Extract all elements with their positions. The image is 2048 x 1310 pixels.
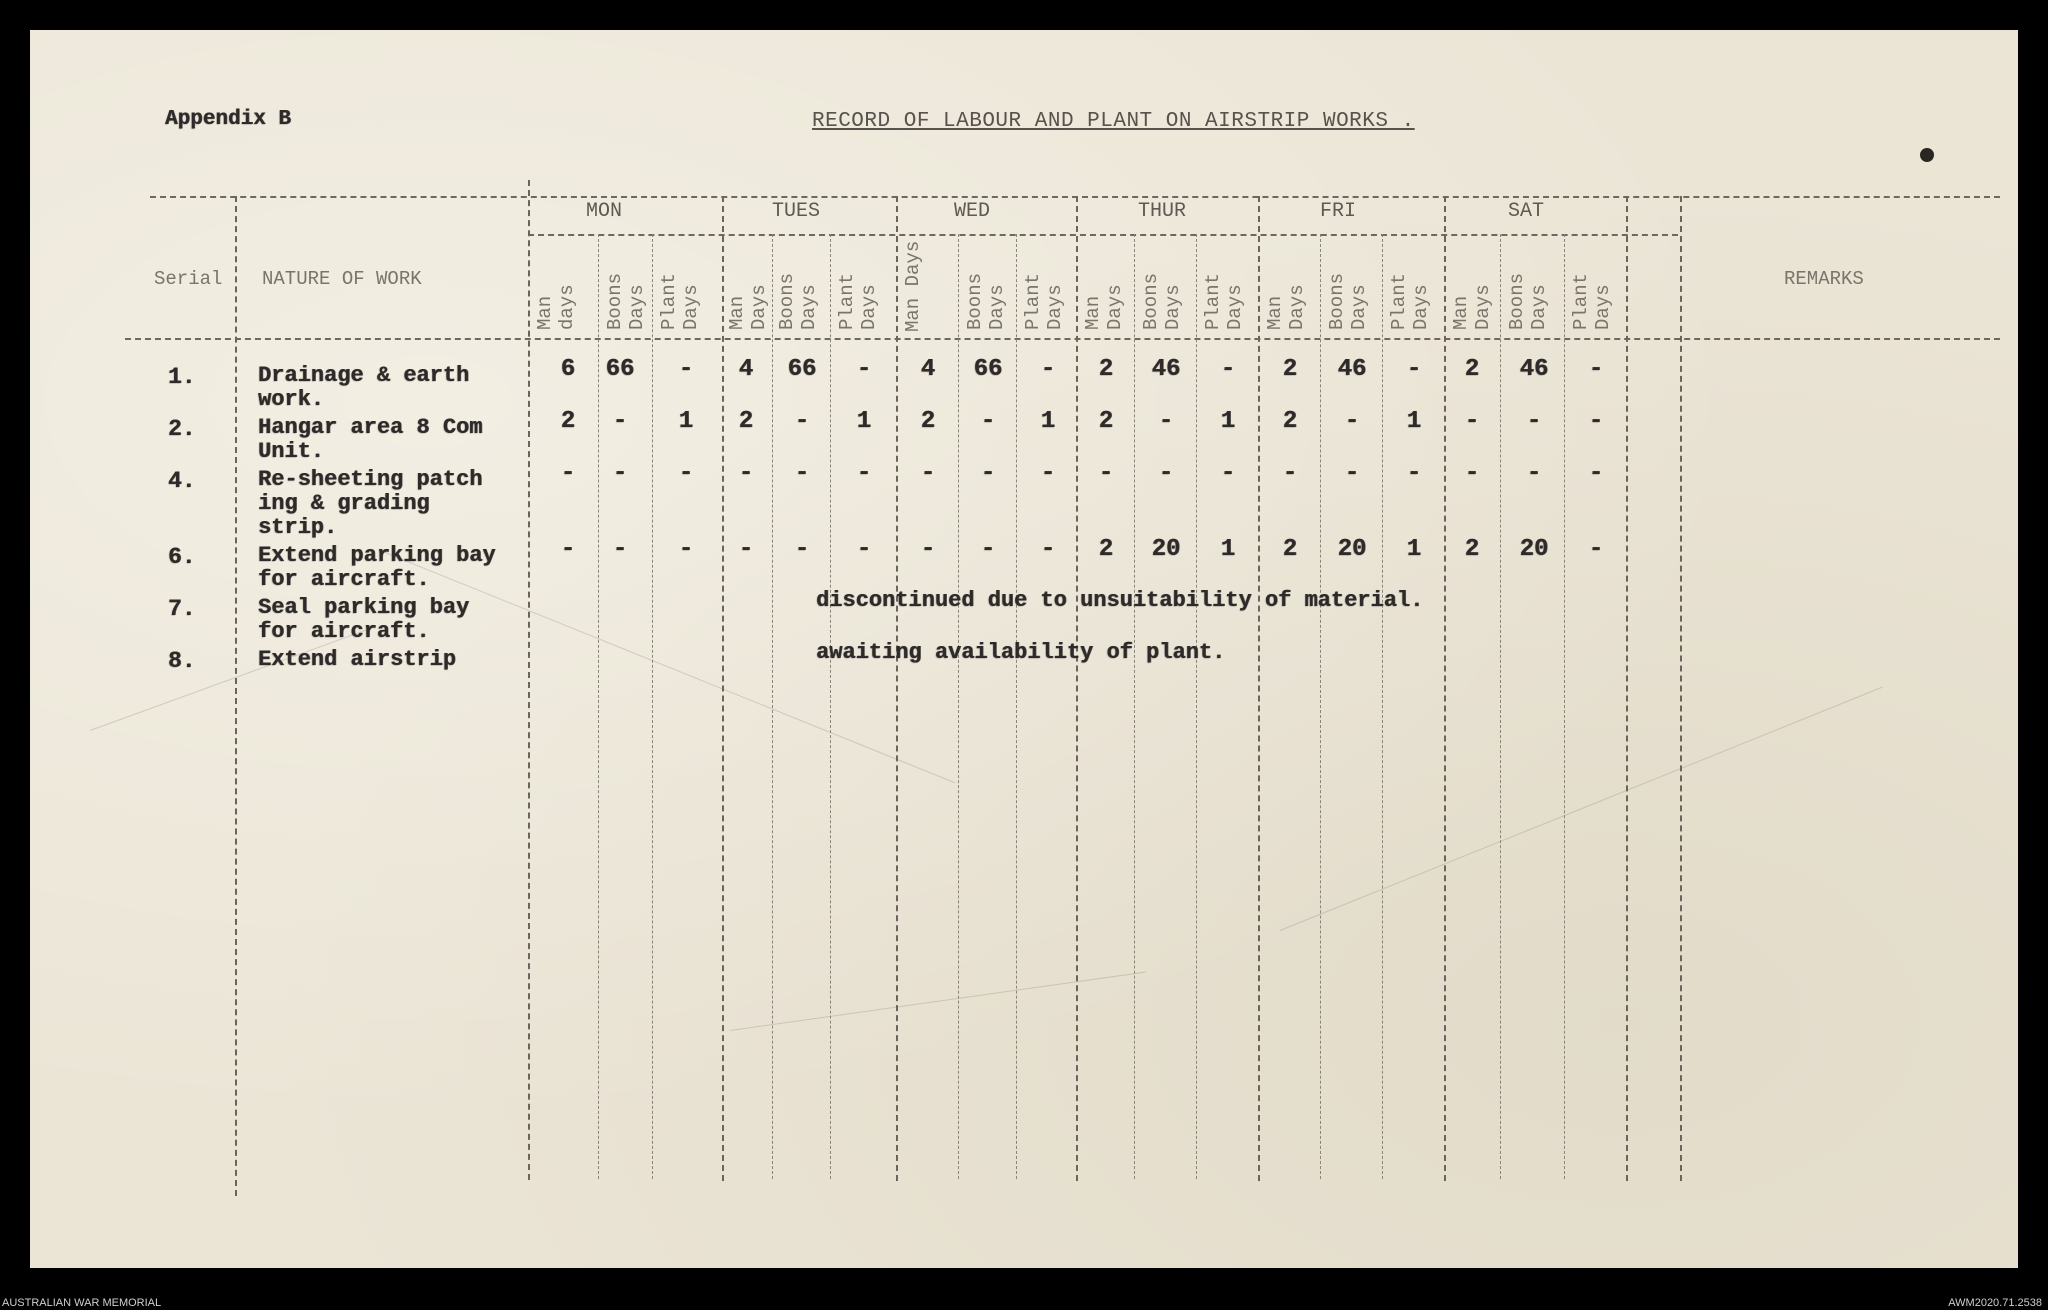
row-value-cell: -: [1158, 460, 1174, 487]
col-rule: [1444, 196, 1446, 1181]
row-value-cell: 2: [1282, 536, 1298, 563]
row-value-cell: -: [560, 536, 576, 563]
row-value-cell: 46: [1519, 356, 1549, 383]
row-value-cell: 2: [1282, 408, 1298, 435]
document-title: RECORD OF LABOUR AND PLANT ON AIRSTRIP WORKS .: [812, 110, 1415, 133]
row-value-cell: -: [1464, 408, 1480, 435]
row-value-cell: -: [1464, 460, 1480, 487]
subhead-tues-plant: Plant Days: [836, 272, 880, 330]
row-serial: 6.: [168, 544, 196, 570]
subhead-wed-man: Man Days: [902, 240, 924, 332]
col-rule: [1500, 234, 1501, 1179]
row-value-cell: 2: [560, 408, 576, 435]
col-rule: [528, 180, 530, 1180]
row-value-cell: -: [1406, 460, 1422, 487]
row-value-cell: 2: [738, 408, 754, 435]
col-rule: [896, 196, 898, 1181]
row-value-cell: -: [1282, 460, 1298, 487]
row-value-cell: -: [980, 408, 996, 435]
row-value-cell: 4: [920, 356, 936, 383]
row-value-cell: -: [794, 536, 810, 563]
appendix-label: Appendix B: [165, 108, 292, 131]
row-nature-of-work: Drainage & earth work.: [258, 363, 470, 412]
subhead-mon-boons: Boons Days: [604, 272, 648, 330]
row-value-cell: -: [678, 460, 694, 487]
row-note: awaiting availability of plant.: [816, 640, 1226, 665]
row-nature-of-work: Seal parking bay for aircraft.: [258, 595, 470, 644]
subhead-fri-boons: Boons Days: [1326, 272, 1370, 330]
row-value-cell: -: [856, 536, 872, 563]
col-rule: [652, 234, 653, 1179]
paper-crease: [1280, 687, 1883, 931]
row-value-cell: -: [1040, 536, 1056, 563]
row-value-cell: 6: [560, 356, 576, 383]
col-rule: [1626, 196, 1628, 1181]
row-value-cell: 4: [738, 356, 754, 383]
col-rule: [1134, 234, 1135, 1179]
col-rule: [1196, 234, 1197, 1179]
row-value-cell: -: [1158, 408, 1174, 435]
col-rule: [772, 234, 773, 1179]
row-value-cell: 1: [856, 408, 872, 435]
paper-crease: [730, 972, 1146, 1031]
row-value-cell: -: [678, 536, 694, 563]
row-value-cell: -: [738, 460, 754, 487]
subhead-thur-boons: Boons Days: [1140, 272, 1184, 330]
row-value-cell: 1: [1040, 408, 1056, 435]
subhead-wed-boons: Boons Days: [964, 272, 1008, 330]
row-value-cell: 1: [1220, 408, 1236, 435]
row-value-cell: 20: [1519, 536, 1549, 563]
row-value-cell: -: [1220, 460, 1236, 487]
row-value-cell: 2: [1098, 356, 1114, 383]
day-header-wed: WED: [954, 200, 991, 223]
subhead-thur-plant: Plant Days: [1202, 272, 1246, 330]
row-value-cell: -: [612, 536, 628, 563]
punch-mark: [1920, 148, 1934, 162]
row-value-cell: -: [920, 536, 936, 563]
subhead-fri-plant: Plant Days: [1388, 272, 1432, 330]
col-rule: [958, 234, 959, 1179]
col-rule: [1680, 196, 1682, 1181]
col-header-serial: Serial: [154, 268, 223, 290]
col-header-remarks: REMARKS: [1784, 268, 1864, 290]
row-value-cell: -: [560, 460, 576, 487]
row-value-cell: 2: [1098, 536, 1114, 563]
day-header-thur: THUR: [1138, 200, 1187, 223]
header-bottom-rule: [125, 338, 2000, 340]
subhead-wed-plant: Plant Days: [1022, 272, 1066, 330]
row-value-cell: 2: [1464, 356, 1480, 383]
row-value-cell: -: [738, 536, 754, 563]
row-value-cell: -: [678, 356, 694, 383]
row-value-cell: -: [1588, 408, 1604, 435]
subhead-mon-man: Man days: [534, 284, 578, 330]
row-value-cell: 46: [1337, 356, 1367, 383]
row-value-cell: -: [612, 408, 628, 435]
row-value-cell: -: [1406, 356, 1422, 383]
subhead-tues-man: Man Days: [726, 284, 770, 330]
row-value-cell: 66: [605, 356, 635, 383]
row-nature-of-work: Re-sheeting patch ing & grading strip.: [258, 467, 483, 540]
row-value-cell: -: [1588, 460, 1604, 487]
subhead-fri-man: Man Days: [1264, 284, 1308, 330]
day-header-fri: FRI: [1320, 200, 1357, 223]
row-value-cell: -: [1098, 460, 1114, 487]
footer-source: AUSTRALIAN WAR MEMORIAL: [2, 1297, 162, 1309]
row-value-cell: 2: [1098, 408, 1114, 435]
row-value-cell: -: [1588, 536, 1604, 563]
row-value-cell: -: [920, 460, 936, 487]
row-value-cell: -: [980, 536, 996, 563]
row-serial: 7.: [168, 596, 196, 622]
row-nature-of-work: Hangar area 8 Com Unit.: [258, 415, 483, 464]
row-value-cell: 66: [787, 356, 817, 383]
subhead-thur-man: Man Days: [1082, 284, 1126, 330]
footer-accession: AWM2020.71.2538: [1948, 1297, 2042, 1309]
row-value-cell: 1: [1220, 536, 1236, 563]
row-value-cell: 46: [1151, 356, 1181, 383]
col-rule: [1076, 196, 1078, 1181]
row-value-cell: 20: [1337, 536, 1367, 563]
row-value-cell: 1: [1406, 408, 1422, 435]
day-header-tues: TUES: [772, 200, 821, 223]
row-nature-of-work: Extend airstrip: [258, 647, 457, 672]
subhead-sat-boons: Boons Days: [1506, 272, 1550, 330]
col-rule: [830, 234, 831, 1179]
day-header-mon: MON: [586, 200, 623, 223]
row-value-cell: -: [1526, 460, 1542, 487]
row-nature-of-work: Extend parking bay for aircraft.: [258, 543, 496, 592]
col-rule: [1382, 234, 1383, 1179]
col-rule: [1320, 234, 1321, 1179]
col-rule: [1564, 234, 1565, 1179]
row-serial: 2.: [168, 416, 196, 442]
row-value-cell: -: [1040, 460, 1056, 487]
row-serial: 4.: [168, 468, 196, 494]
day-header-rule: [528, 234, 1678, 236]
row-value-cell: -: [856, 356, 872, 383]
subhead-tues-boons: Boons Days: [776, 272, 820, 330]
row-value-cell: -: [1588, 356, 1604, 383]
table-top-rule: [150, 196, 2000, 198]
row-value-cell: 2: [1282, 356, 1298, 383]
row-value-cell: 20: [1151, 536, 1181, 563]
row-value-cell: 66: [973, 356, 1003, 383]
col-rule: [722, 196, 724, 1181]
row-value-cell: 1: [1406, 536, 1422, 563]
row-value-cell: -: [1040, 356, 1056, 383]
col-rule: [1258, 196, 1260, 1181]
col-rule: [1016, 234, 1017, 1179]
document-page: [30, 30, 2018, 1268]
row-value-cell: -: [1344, 408, 1360, 435]
row-value-cell: 2: [920, 408, 936, 435]
col-rule: [235, 196, 237, 1196]
subhead-sat-plant: Plant Days: [1570, 272, 1614, 330]
row-value-cell: 1: [678, 408, 694, 435]
row-value-cell: 2: [1464, 536, 1480, 563]
row-value-cell: -: [794, 408, 810, 435]
col-header-nature: NATURE OF WORK: [262, 268, 422, 290]
row-value-cell: -: [612, 460, 628, 487]
row-value-cell: -: [1526, 408, 1542, 435]
row-value-cell: -: [1220, 356, 1236, 383]
row-value-cell: -: [1344, 460, 1360, 487]
subhead-mon-plant: Plant Days: [658, 272, 702, 330]
row-note: discontinued due to unsuitability of material.: [816, 588, 1424, 613]
subhead-sat-man: Man Days: [1450, 284, 1494, 330]
row-value-cell: -: [980, 460, 996, 487]
row-value-cell: -: [856, 460, 872, 487]
row-serial: 1.: [168, 364, 196, 390]
row-serial: 8.: [168, 648, 196, 674]
day-header-sat: SAT: [1508, 200, 1545, 223]
row-value-cell: -: [794, 460, 810, 487]
